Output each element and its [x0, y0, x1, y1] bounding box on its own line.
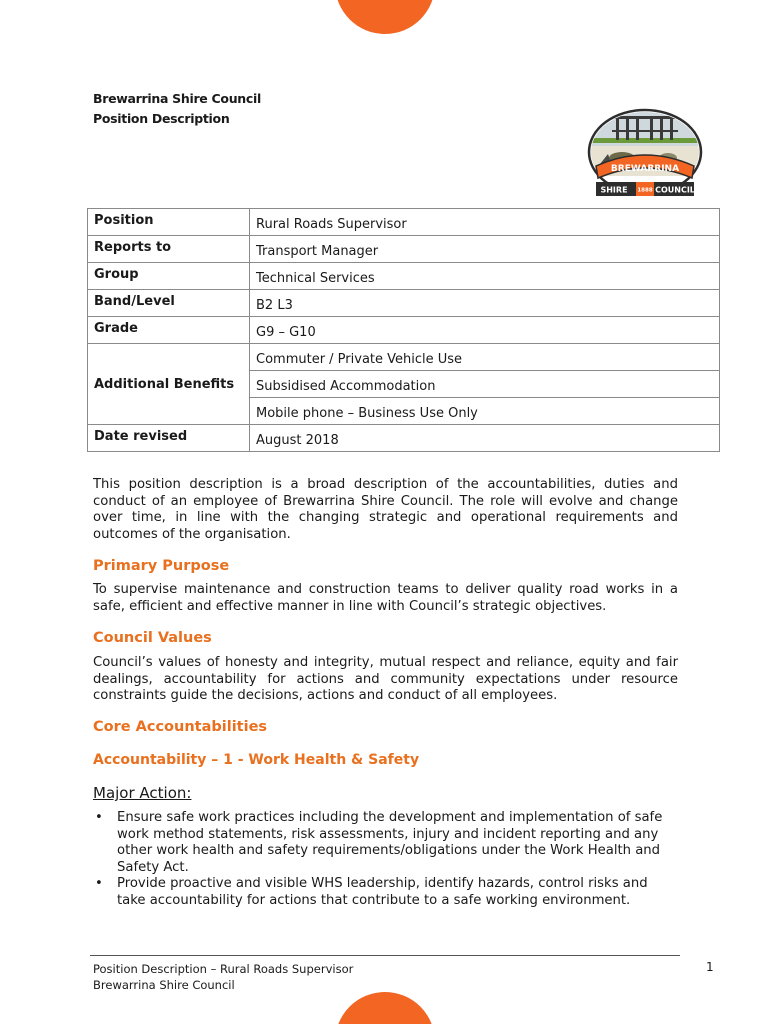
list-item-text: Provide proactive and visible WHS leadership, identify hazards, control risks and take accountability for actions that contribute to a safe working environment. [117, 876, 648, 908]
table-value: Technical Services [250, 263, 720, 290]
bottom-tab-decoration [335, 992, 435, 1024]
bullet-icon: • [95, 876, 103, 891]
table-value: Subsidised Accommodation [250, 371, 720, 398]
table-row [88, 425, 720, 452]
footer-org: Brewarrina Shire Council [93, 977, 235, 992]
primary-purpose-heading: Primary Purpose [93, 558, 230, 574]
major-action-list [93, 810, 678, 909]
logo-badge: 1888 [637, 187, 653, 194]
logo-left-text: SHIRE [600, 185, 628, 195]
major-action-label: Major Action: [93, 784, 192, 802]
position-details-table [87, 208, 720, 452]
table-value: August 2018 [250, 425, 720, 452]
table-row [88, 209, 720, 236]
table-key: Reports to [88, 236, 250, 263]
core-accountabilities-heading: Core Accountabilities [93, 719, 268, 735]
table-key: Additional Benefits [88, 344, 250, 425]
table-row [88, 263, 720, 290]
primary-purpose-text: To supervise maintenance and construction teams to deliver quality road works in a safe, efficient and effective manner in line with Council’s strategic objectives. [93, 582, 678, 614]
table-row [88, 236, 720, 263]
table-key: Date revised [88, 425, 250, 452]
accountability-subheading: Accountability – 1 - Work Health & Safety [93, 752, 420, 768]
council-logo [586, 108, 704, 204]
logo-right-text: COUNCIL [655, 185, 695, 195]
table-value: G9 – G10 [250, 317, 720, 344]
table-value: Rural Roads Supervisor [250, 209, 720, 236]
table-value: Mobile phone – Business Use Only [250, 398, 720, 425]
list-item [93, 810, 678, 876]
list-item-text: Ensure safe work practices including the development and implementation of safe work method statements, risk assessments, injury and incident reporting and any other work health and safety requirements/obligations under the Work Health and Safety Act. [117, 810, 663, 875]
document-header [93, 89, 261, 129]
bullet-icon: • [95, 810, 103, 825]
council-values-heading: Council Values [93, 630, 212, 646]
intro-paragraph: This position description is a broad description of the accountabilities, duties and conduct of an employee of Brewarrina Shire Council. The role will evolve and change over time, in line with the changing strategic and operational requirements and outcomes of the organisation. [93, 477, 678, 542]
table-row [88, 344, 720, 371]
table-key: Group [88, 263, 250, 290]
table-value: B2 L3 [250, 290, 720, 317]
top-tab-decoration [335, 0, 435, 34]
footer-title: Position Description – Rural Roads Supervisor [93, 962, 354, 976]
page-number: 1 [706, 960, 714, 974]
table-value: Commuter / Private Vehicle Use [250, 344, 720, 371]
table-row [88, 290, 720, 317]
table-key: Position [88, 209, 250, 236]
table-key: Grade [88, 317, 250, 344]
table-value: Transport Manager [250, 236, 720, 263]
list-item [93, 876, 678, 909]
table-row [88, 317, 720, 344]
organisation-name: Brewarrina Shire Council [93, 91, 261, 106]
document-type: Position Description [93, 111, 230, 126]
footer-divider [90, 955, 680, 956]
table-key: Band/Level [88, 290, 250, 317]
logo-top-text: BREWARRINA [610, 164, 680, 174]
council-values-text: Council’s values of honesty and integrity, mutual respect and reliance, equity and fair dealings, accountability for actions and community expectations under resource constraints guide the decisions, actions and conduct of all employees. [93, 655, 678, 703]
page-footer [93, 962, 353, 993]
